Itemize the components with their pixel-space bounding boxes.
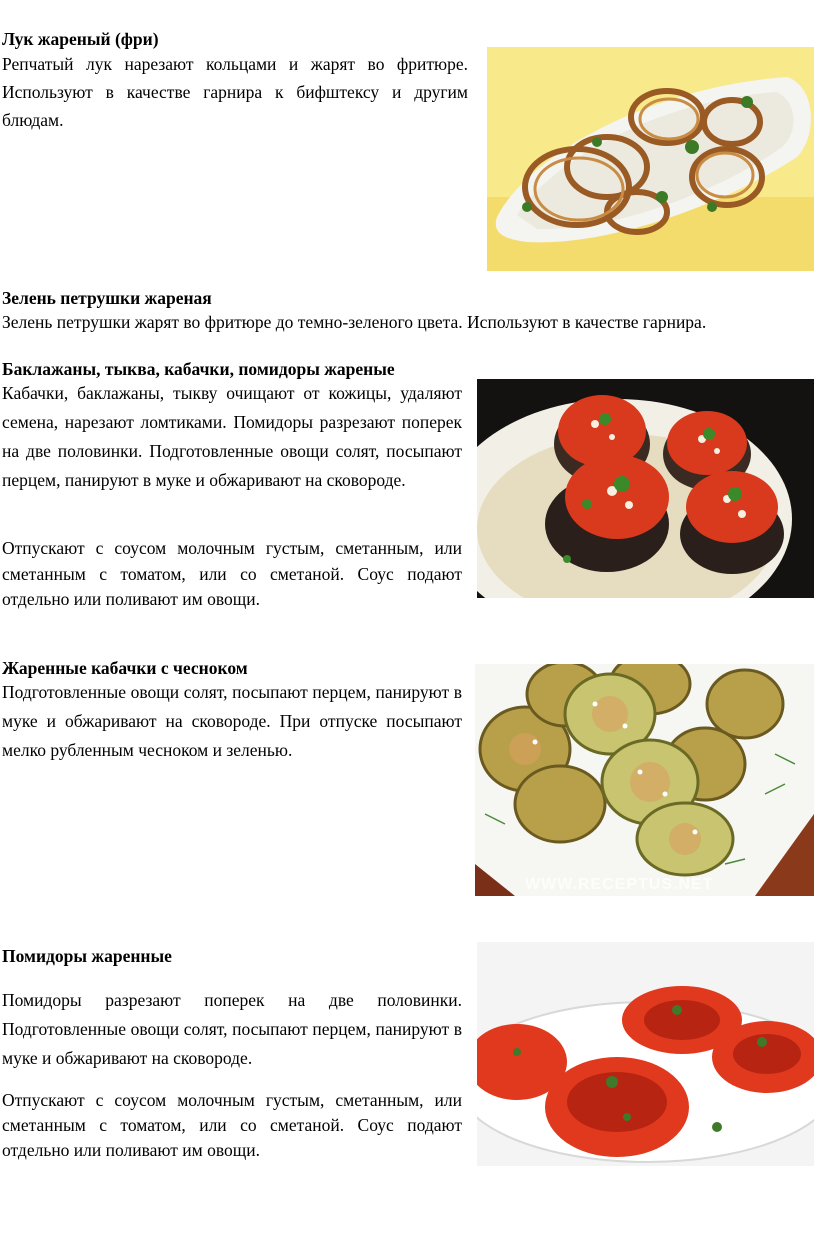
section-title-zucchini-garlic: Жаренные кабачки с чесноком <box>2 658 248 678</box>
section-text-fried-tomatoes-2: Отпускают с соусом молочным густым, сметанным, или сметанным с томатом, или со сметаной. Соус подают отдельно или поливают им овощи. <box>2 1090 462 1160</box>
section-title-fried-tomatoes: Помидоры жаренные <box>2 946 172 966</box>
section-title-fried-parsley: Зелень петрушки жареная <box>2 288 212 308</box>
section-text-fried-parsley: Зелень петрушки жарят во фритюре до темно-зеленого цвета. Используют в качестве гарнира. <box>2 312 707 332</box>
fried-onion-rings-photo <box>487 47 814 271</box>
section-text-zucchini-garlic: Подготовленные овощи солят, посыпают перцем, панируют в муке и обжаривают на сковороде. При отпуске посыпают мелко рубленным чесноком и зеленью. <box>2 682 462 760</box>
section-text-fried-tomatoes-1: Помидоры разрезают поперек на две половинки. Подготовленные овощи солят, посыпают перцем, панируют в муке и обжаривают на сковороде. <box>2 990 462 1068</box>
section-text-fried-vegetables-1: Кабачки, баклажаны, тыкву очищают от кожицы, удаляют семена, нарезают ломтиками. Помидоры разрезают поперек на две половинки. Подготовленные овощи солят, посыпают перцем, панируют в муке и обжаривают на сковороде. <box>2 383 462 490</box>
section-text-fried-vegetables-2: Отпускают с соусом молочным густым, сметанным, или сметанным с томатом, или со сметаной. Соус подают отдельно или поливают им овощи. <box>2 538 462 609</box>
watermark-text: WWW.RECEPTUS.NET <box>525 876 714 893</box>
fried-eggplant-tomato-stacks-photo <box>477 379 814 598</box>
section-text-fried-onion: Репчатый лук нарезают кольцами и жарят во фритюре. Используют в качестве гарнира к бифштексу и другим блюдам. <box>2 54 468 130</box>
section-title-fried-vegetables: Баклажаны, тыква, кабачки, помидоры жареные <box>2 359 395 379</box>
fried-tomatoes-photo <box>477 942 814 1166</box>
section-title-fried-onion: Лук жареный (фри) <box>2 29 159 49</box>
fried-zucchini-garlic-photo <box>475 664 814 896</box>
